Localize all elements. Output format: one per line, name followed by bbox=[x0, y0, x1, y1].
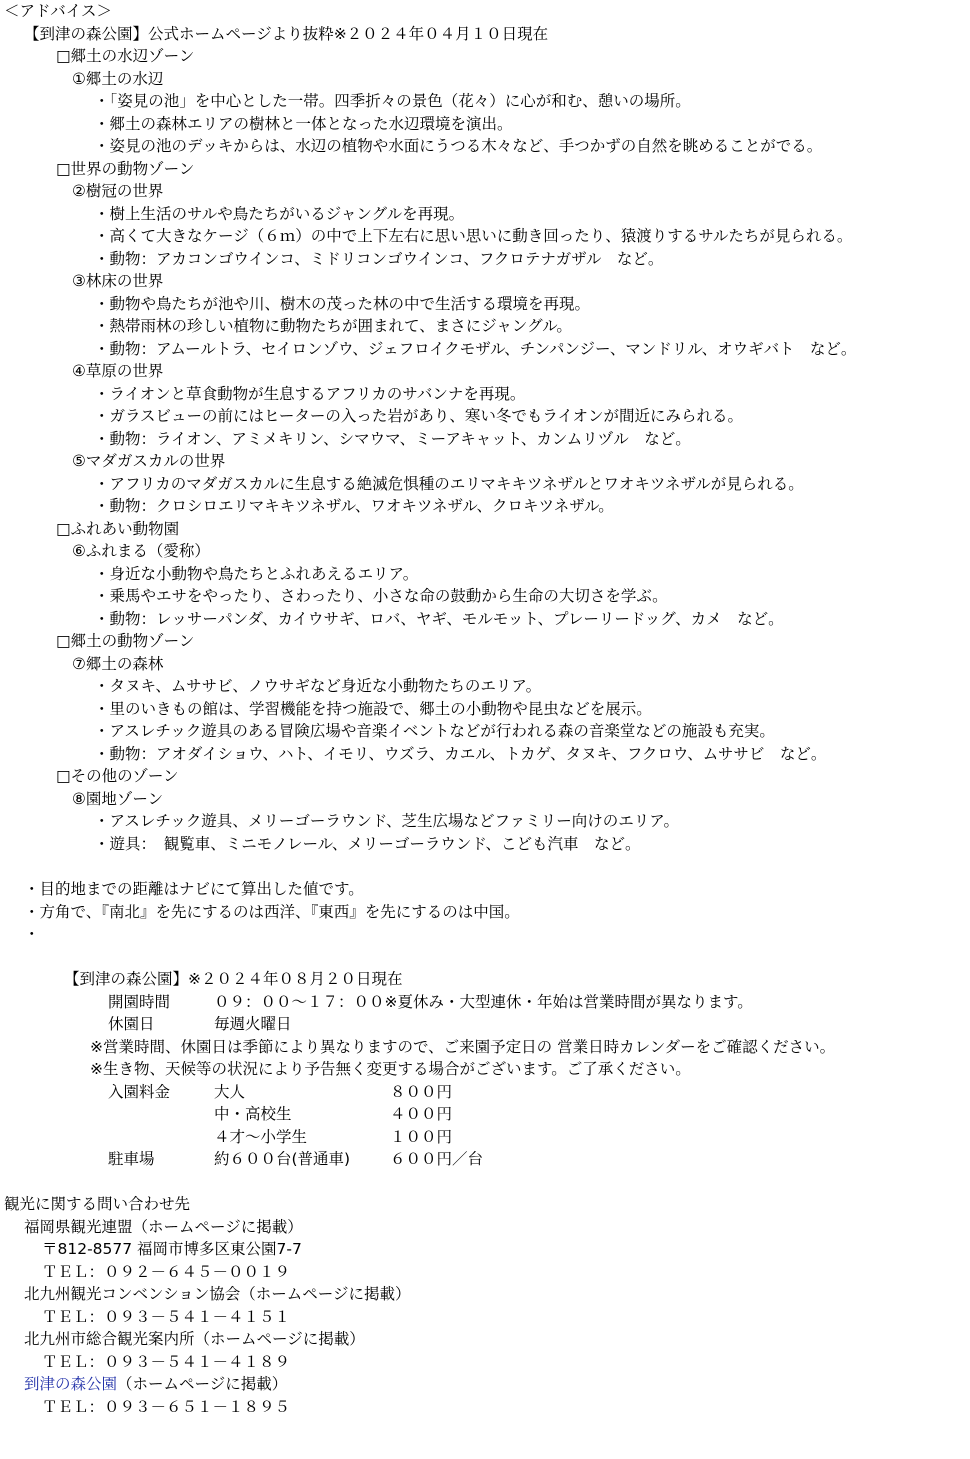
list-item: ・乗馬やエサをやったり、さわったり、小さな命の鼓動から生命の大切さを学ぶ。 bbox=[94, 587, 668, 605]
parking-price: ６００円／台 bbox=[390, 1150, 484, 1168]
remark: ※営業時間、休園日は季節により異なりますので、ご来園予定日の 営業日時カレンダーをご確認ください。 bbox=[90, 1038, 836, 1056]
zone-title: □郷土の水辺ゾーン bbox=[56, 47, 195, 65]
fee-label: 入園料金 bbox=[108, 1083, 171, 1101]
contact-tel: ＴＥＬ：０９３－５４１－４１５１ bbox=[42, 1308, 291, 1326]
list-item: ・高くて大きなケージ（６ｍ）の中で上下左右に思い思いに動き回ったり、猿渡りするサルたちが見られる。 bbox=[94, 227, 853, 245]
fee-row bbox=[108, 1081, 453, 1103]
fee-category: 中・高校生 bbox=[214, 1105, 292, 1123]
list-item: ・アスレチック遊具、メリーゴーラウンド、芝生広場などファミリー向けのエリア。 bbox=[94, 812, 679, 830]
hours-label: 開園時間 bbox=[108, 993, 171, 1011]
note: ・目的地までの距離はナビにて算出した値です。 bbox=[24, 880, 364, 898]
parking-detail: 約６００台(普通車) bbox=[214, 1150, 351, 1168]
hours-row bbox=[108, 991, 753, 1013]
list-item: ・動物や鳥たちが池や川、樹木の茂った林の中で生活する環境を再現。 bbox=[94, 295, 591, 313]
zone-title: □郷土の動物ゾーン bbox=[56, 632, 195, 650]
list-item: ・アスレチック遊具のある冒険広場や音楽イベントなどが行われる森の音楽堂などの施設も充実。 bbox=[94, 722, 775, 740]
area-title: ③林床の世界 bbox=[72, 272, 164, 290]
fee-price: １００円 bbox=[390, 1128, 453, 1146]
area-title: ②樹冠の世界 bbox=[72, 182, 164, 200]
note: ・方角で、『南北』を先にするのは西洋、『東西』を先にするのは中国。 bbox=[24, 903, 520, 921]
list-item: ・ガラスビューの前にはヒーターの入った岩があり、寒い冬でもライオンが間近にみられる。 bbox=[94, 407, 743, 425]
contact-tel: ＴＥＬ：０９３－６５１－１８９５ bbox=[42, 1398, 291, 1416]
note: ・ bbox=[24, 925, 40, 943]
fee-price: ８００円 bbox=[390, 1083, 453, 1101]
list-item: ・遊具： 観覧車、ミニモノレール、メリーゴーラウンド、こども汽車 など。 bbox=[94, 835, 641, 853]
list-item: ・動物：アカコンゴウインコ、ミドリコンゴウインコ、フクロテナガザル など。 bbox=[94, 250, 664, 268]
advice-heading: ＜アドバイス＞ bbox=[4, 2, 113, 20]
list-item: ・動物：クロシロエリマキキツネザル、ワオキツネザル、クロキツネザル。 bbox=[94, 497, 614, 515]
contact-org: 北九州観光コンベンション協会（ホームページに掲載） bbox=[24, 1285, 411, 1303]
closed-row bbox=[108, 1013, 292, 1035]
list-item: ・郷土の森林エリアの樹林と一体となった水辺環境を演出。 bbox=[94, 115, 513, 133]
contact-tel: ＴＥＬ：０９３－５４１－４１８９ bbox=[42, 1353, 291, 1371]
closed-value: 毎週火曜日 bbox=[214, 1015, 292, 1033]
zone-title: □世界の動物ゾーン bbox=[56, 160, 195, 178]
contact-tel: ＴＥＬ：０９２－６４５－００１９ bbox=[42, 1263, 291, 1281]
list-item: ・身近な小動物や鳥たちとふれあえるエリア。 bbox=[94, 565, 419, 583]
zone-title: □ふれあい動物園 bbox=[56, 520, 180, 538]
area-title: ⑥ふれまる（愛称） bbox=[72, 542, 210, 560]
list-item: ・動物：ライオン、アミメキリン、シマウマ、ミーアキャット、カンムリヅル など。 bbox=[94, 430, 691, 448]
list-item: ・熱帯雨林の珍しい植物に動物たちが囲まれて、まさにジャングル。 bbox=[94, 317, 572, 335]
list-item: ・アフリカのマダガスカルに生息する絶滅危惧種のエリマキキツネザルとワオキツネザルが見られる。 bbox=[94, 475, 804, 493]
fee-price: ４００円 bbox=[390, 1105, 453, 1123]
contacts-heading: 観光に関する問い合わせ先 bbox=[4, 1195, 191, 1213]
list-item: ・動物：アムールトラ、セイロンゾウ、ジェフロイクモザル、チンパンジー、マンドリル、オウギバト など。 bbox=[94, 340, 857, 358]
parking-label: 駐車場 bbox=[108, 1150, 155, 1168]
parking-row bbox=[108, 1148, 484, 1170]
list-item: ・「姿見の池」を中心とした一帯。四季折々の景色（花々）に心が和む、憩いの場所。 bbox=[94, 92, 691, 110]
list-item: ・タヌキ、ムササビ、ノウサギなど身近な小動物たちのエリア。 bbox=[94, 677, 542, 695]
area-title: ⑧園地ゾーン bbox=[72, 790, 164, 808]
list-item: ・樹上生活のサルや鳥たちがいるジャングルを再現。 bbox=[94, 205, 465, 223]
park-homepage-link[interactable]: 到津の森公園 bbox=[24, 1375, 118, 1393]
list-item: ・姿見の池のデッキからは、水辺の植物や水面にうつる木々など、手つかずの自然を眺めることがでる。 bbox=[94, 137, 823, 155]
list-item: ・動物：アオダイショウ、ハト、イモリ、ウズラ、カエル、トカゲ、タヌキ、フクロウ、ムササビ など。 bbox=[94, 745, 827, 763]
advice-source: 【到津の森公園】公式ホームページより抜粋※２０２４年０４月１０日現在 bbox=[24, 25, 549, 43]
closed-label: 休園日 bbox=[108, 1015, 155, 1033]
park-info-header: 【到津の森公園】※２０２４年０８月２０日現在 bbox=[64, 970, 403, 988]
area-title: ④草原の世界 bbox=[72, 362, 164, 380]
contact-org-park bbox=[24, 1373, 287, 1395]
zone-title: □その他のゾーン bbox=[56, 767, 179, 785]
area-title: ⑦郷土の森林 bbox=[72, 655, 164, 673]
contact-org: 北九州市総合観光案内所（ホームページに掲載） bbox=[24, 1330, 365, 1348]
contact-org: 福岡県観光連盟（ホームページに掲載） bbox=[24, 1218, 303, 1236]
list-item: ・動物：レッサーパンダ、カイウサギ、ロバ、ヤギ、モルモット、プレーリードッグ、カメ など。 bbox=[94, 610, 784, 628]
fee-category: 大人 bbox=[214, 1083, 246, 1101]
area-title: ⑤マダガスカルの世界 bbox=[72, 452, 226, 470]
area-title: ①郷土の水辺 bbox=[72, 70, 164, 88]
list-item: ・里のいきもの館は、学習機能を持つ施設で、郷土の小動物や昆虫などを展示。 bbox=[94, 700, 652, 718]
park-link-suffix: （ホームページに掲載） bbox=[117, 1375, 288, 1393]
contact-address: 〒812-8577 福岡市博多区東公園7-7 bbox=[42, 1240, 302, 1258]
list-item: ・ライオンと草食動物が生息するアフリカのサバンナを再現。 bbox=[94, 385, 526, 403]
fee-category: ４才～小学生 bbox=[214, 1128, 308, 1146]
hours-value: ０９：００～１７：００※夏休み・大型連休・年始は営業時間が異なります。 bbox=[214, 993, 753, 1011]
remark: ※生き物、天候等の状況により予告無く変更する場合がございます。ご了承ください。 bbox=[90, 1060, 691, 1078]
